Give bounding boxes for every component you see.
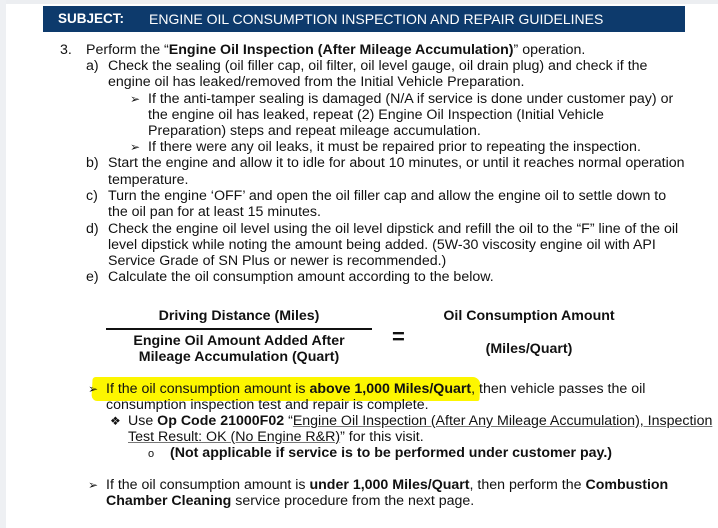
step-heading bbox=[86, 42, 585, 58]
subject-banner bbox=[43, 6, 685, 32]
text: If the oil consumption amount is bbox=[106, 381, 310, 397]
pass-condition bbox=[106, 381, 645, 397]
substep-d-text: level dipstick while noting the amount being added. (5W-30 viscosity engine oil with API bbox=[108, 237, 656, 253]
bullet-text: the engine oil has leaked, repeat (2) Engine Oil Inspection (Initial Vehicle bbox=[148, 107, 604, 123]
customer-pay-note: (Not applicable if service is to be performed under customer pay.) bbox=[170, 445, 613, 461]
fail-condition bbox=[106, 493, 474, 509]
substep-c-mark: c) bbox=[86, 188, 98, 204]
substep-d-text: Service Grade of SN Plus or newer is recommended.) bbox=[108, 253, 447, 269]
substep-b-text: temperature. bbox=[108, 172, 189, 188]
procedure-name: Combustion bbox=[585, 477, 669, 493]
text: , then vehicle passes the oil bbox=[471, 381, 646, 397]
circle-bullet-icon: o bbox=[148, 448, 155, 460]
arrow-bullet-icon: ➢ bbox=[88, 478, 99, 492]
text: ” for this visit. bbox=[340, 429, 424, 445]
substep-a-mark: a) bbox=[86, 58, 99, 74]
page-top-edge bbox=[0, 0, 718, 4]
operation-name: Engine Oil Inspection (After Mileage Accumulation) bbox=[168, 42, 514, 58]
pass-condition: consumption inspection test and repair is complete. bbox=[106, 397, 429, 413]
threshold: above 1,000 Miles/Quart bbox=[309, 381, 472, 397]
text: Perform the “ bbox=[86, 42, 169, 58]
subject-title: ENGINE OIL CONSUMPTION INSPECTION AND REPAIR GUIDELINES bbox=[149, 11, 604, 27]
formula-numerator: Driving Distance (Miles) bbox=[158, 308, 320, 324]
substep-e-mark: e) bbox=[86, 269, 99, 285]
bullet-text: If there were any oil leaks, it must be repaired prior to repeating the inspection. bbox=[148, 139, 641, 155]
page-left-edge bbox=[0, 0, 6, 528]
text: service procedure from the next page. bbox=[231, 493, 475, 509]
fail-condition bbox=[106, 477, 668, 493]
bullet-text: Preparation) steps and repeat mileage accumulation. bbox=[148, 123, 481, 139]
formula-result: Oil Consumption Amount bbox=[443, 308, 615, 324]
formula-denominator: Engine Oil Amount Added After bbox=[133, 333, 345, 349]
substep-a-text: engine oil has leaked/removed from the Initial Vehicle Preparation. bbox=[108, 74, 525, 90]
substep-c-text: the oil pan for at least 15 minutes. bbox=[108, 204, 321, 220]
formula-denominator: Mileage Accumulation (Quart) bbox=[138, 349, 340, 365]
text: , then perform the bbox=[469, 477, 586, 493]
substep-d-text: Check the engine oil level using the oil level dipstick and refill the oil to the “F” line of the oil bbox=[108, 221, 679, 237]
equals-sign: = bbox=[392, 324, 405, 349]
bullet-text: If the anti-tamper sealing is damaged (N/A if service is done under customer pay) or bbox=[148, 91, 674, 107]
text: If the oil consumption amount is bbox=[106, 477, 310, 493]
op-description: Test Result: OK (No Engine R&R) bbox=[128, 429, 341, 445]
formula-result-unit: (Miles/Quart) bbox=[485, 341, 573, 357]
step-number: 3. bbox=[60, 42, 72, 58]
op-code-line bbox=[128, 429, 424, 445]
text: “ bbox=[284, 413, 293, 429]
substep-a-text: Check the sealing (oil filler cap, oil filter, oil level gauge, oil drain plug) and check if the bbox=[108, 58, 648, 74]
text: ” operation. bbox=[513, 42, 586, 58]
fraction-line bbox=[106, 328, 372, 330]
substep-e-text: Calculate the oil consumption amount according to the below. bbox=[108, 269, 494, 285]
diamond-bullet-icon: ❖ bbox=[110, 414, 121, 428]
op-code-line bbox=[128, 413, 712, 429]
op-description: Engine Oil Inspection (After Any Mileage Accumulation), Inspection bbox=[292, 413, 713, 429]
subject-label: SUBJECT: bbox=[58, 11, 125, 26]
procedure-name: Chamber Cleaning bbox=[106, 493, 232, 509]
substep-b-mark: b) bbox=[86, 155, 99, 171]
substep-d-mark: d) bbox=[86, 221, 99, 237]
arrow-bullet-icon: ➢ bbox=[130, 92, 141, 106]
text: Use bbox=[128, 413, 158, 429]
threshold: under 1,000 Miles/Quart bbox=[309, 477, 470, 493]
substep-b-text: Start the engine and allow it to idle for about 10 minutes, or until it reaches normal operation bbox=[108, 155, 685, 171]
op-code: Op Code 21000F02 bbox=[157, 413, 285, 429]
arrow-bullet-icon: ➢ bbox=[130, 140, 141, 154]
substep-c-text: Turn the engine ‘OFF’ and open the oil filler cap and allow the engine oil to settle down to bbox=[108, 188, 667, 204]
arrow-bullet-icon: ➢ bbox=[88, 382, 99, 396]
